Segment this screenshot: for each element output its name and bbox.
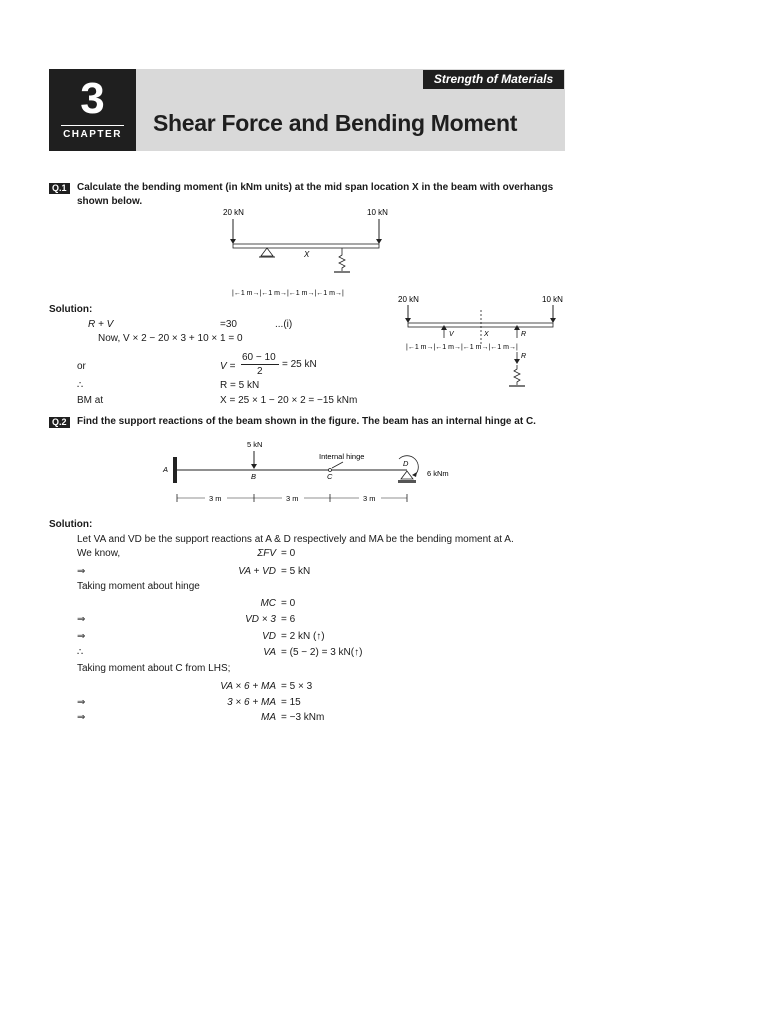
fig-q2-label-a: A <box>163 465 169 474</box>
chapter-title: Shear Force and Bending Moment <box>153 110 518 136</box>
q2-intro: Let VA and VD be the support reactions at A & D respectively and MA be the bending moment at A. <box>77 534 514 545</box>
fig-q2-load: 5 kN <box>247 440 263 449</box>
equation-lhs: VA × 6 + MA <box>220 681 276 692</box>
equation-rhs: = 0 <box>281 598 296 609</box>
equation-rhs: = 6 <box>281 614 296 625</box>
equation-rhs: = 0 <box>281 548 296 559</box>
pin-support <box>261 248 273 256</box>
equation-lhs: MC <box>260 598 276 609</box>
equation-lhs: ΣFV <box>257 548 276 559</box>
fig-q2-label-b: B <box>251 472 257 481</box>
equation-lhs: VD <box>262 631 276 642</box>
chapter-divider <box>61 125 124 126</box>
q1-or: or <box>77 361 86 372</box>
equation-lhs: MA <box>261 712 276 723</box>
fig-q2-label-c: C <box>327 472 333 481</box>
fig1-load-right: 10 kN <box>367 208 388 217</box>
equation-lhs: VD × 3 <box>245 614 276 625</box>
fixed-support <box>173 457 177 483</box>
implies-symbol: ⇒ <box>77 631 86 642</box>
beam <box>233 244 379 248</box>
fig-q2-moment: 6 kNm <box>427 469 449 478</box>
fig2-label-r: R <box>521 331 527 338</box>
beam-figure-q2 <box>155 435 455 510</box>
chapter-number: 3 <box>80 74 105 123</box>
equation-rhs: = 5 × 3 <box>281 681 313 692</box>
spring-support <box>339 248 345 271</box>
question-tag-q2: Q.2 <box>49 417 70 428</box>
implies-symbol: ⇒ <box>77 697 86 708</box>
equation-rhs: = 5 kN <box>281 566 311 577</box>
equation-rhs: = (5 − 2) = 3 kN(↑) <box>281 647 363 658</box>
implies-symbol: ⇒ <box>77 614 86 625</box>
q1-eq3-lhs: V = <box>220 361 236 372</box>
fig2-load-right: 10 kN <box>542 295 563 304</box>
equation-lhs: VA <box>263 647 276 658</box>
q2-text: Find the support reactions of the beam shown in the figure. The beam has an internal hinge at C. <box>77 416 536 427</box>
fig-q2-dim2: 3 m <box>286 494 299 503</box>
q1-solution-label: Solution: <box>49 304 93 315</box>
free-body-figure-q1 <box>396 290 571 400</box>
q2-we-know: We know, <box>77 548 121 559</box>
fig2-load-left: 20 kN <box>398 295 419 304</box>
chapter-label: CHAPTER <box>63 129 122 140</box>
fig1-dimensions: |←1 m→|←1 m→|←1 m→|←1 m→| <box>232 290 344 297</box>
fraction-bar <box>241 364 279 365</box>
equation-rhs: = 15 <box>281 697 301 708</box>
q1-text-line2: shown below. <box>77 196 143 207</box>
q1-eq3-rhs: = 25 kN <box>282 359 317 370</box>
q1-eq5: X = 25 × 1 − 20 × 2 = −15 kNm <box>220 395 358 406</box>
subject-tag: Strength of Materials <box>423 70 564 89</box>
q1-eq2: Now, V × 2 − 20 × 3 + 10 × 1 = 0 <box>98 333 243 344</box>
q1-eq1-lhs: R + V <box>88 319 114 330</box>
q2-solution-label: Solution: <box>49 519 93 530</box>
fig2-dimensions: |←1 m→|←1 m→|←1 m→|←1 m→| <box>406 344 518 351</box>
fig2-label-v: V <box>449 331 454 338</box>
fig2-label-r2: R <box>521 353 527 360</box>
question-tag-q1: Q.1 <box>49 183 70 194</box>
equation-lhs: VA + VD <box>238 566 276 577</box>
equation-rhs: = 2 kN (↑) <box>281 631 325 642</box>
q1-eq1-rhs: =30 <box>220 319 237 330</box>
implies-symbol: ⇒ <box>77 566 86 577</box>
pin-support <box>401 471 413 479</box>
q2-taking-c: Taking moment about C from LHS; <box>77 663 231 674</box>
q1-eq4: R = 5 kN <box>220 380 260 391</box>
therefore-symbol: ∴ <box>77 647 84 658</box>
implies-symbol: ⇒ <box>77 712 86 723</box>
fig-q2-dim3: 3 m <box>363 494 376 503</box>
q2-taking-hinge: Taking moment about hinge <box>77 581 200 592</box>
therefore-symbol: ∴ <box>77 380 84 391</box>
chapter-badge <box>49 69 136 151</box>
fig-q2-dim1: 3 m <box>209 494 222 503</box>
fig2-label-x: X <box>484 331 489 338</box>
fig-q2-label-d: D <box>403 459 409 468</box>
equation-rhs: = −3 kNm <box>281 712 325 723</box>
fig-q2-hinge-label: Internal hinge <box>319 452 365 461</box>
q1-bm-at: BM at <box>77 395 104 406</box>
equation-lhs: 3 × 6 + MA <box>227 697 276 708</box>
q1-text-line1: Calculate the bending moment (in kNm units) at the mid span location X in the beam with overhangs <box>77 182 554 193</box>
q1-eq3-numerator: 60 − 10 <box>242 352 276 363</box>
fig1-label-x: X <box>304 250 310 259</box>
moment-arc <box>399 456 418 475</box>
q1-eq3-denominator: 2 <box>257 366 263 377</box>
beam-figure-q1 <box>215 205 395 305</box>
q1-eq1-ref: ...(i) <box>275 319 293 330</box>
fig1-load-left: 20 kN <box>223 208 244 217</box>
